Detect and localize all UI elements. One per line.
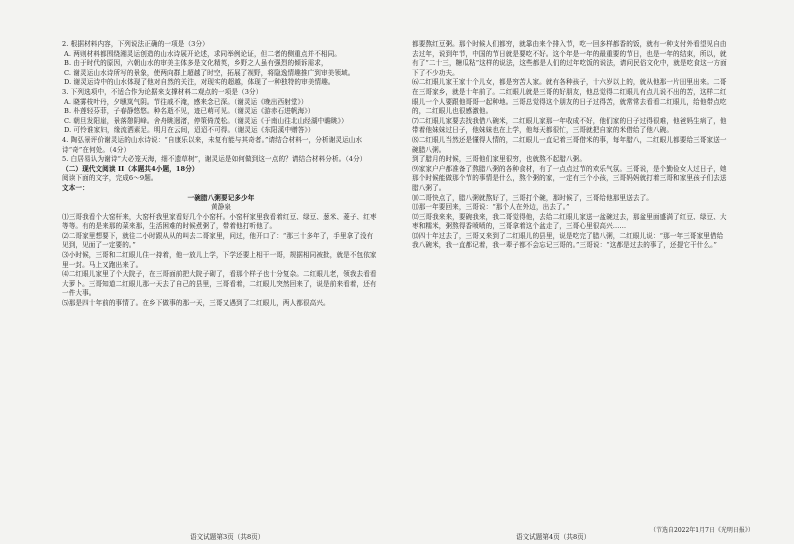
article-paragraph: ⑺二红眼儿家要去找我借八碗米，二红眼儿家那一年收成不好，他们家的日子过得很难，他爸妈生病了，他带着他妹妹过日子，他妹妹也在上学，他每天都很忙，三哥就把自家的米借给了他八碗。 bbox=[412, 116, 727, 135]
question-4: 4. 陶弘景评价谢灵运的山水诗说：“自康乐以来，未复有能与其奇者。”请结合材料一，分析谢灵运山水诗“奇”在何处。（4分） bbox=[62, 135, 363, 154]
option-3c: C. 朝旦发阳崖，景落憩阴峰。舍舟眺迥渚，停策倚茂松。（谢灵运《于南山往北山经湖中瞻眺》） bbox=[64, 116, 348, 125]
option-3b: B. 朴莲轻芬菲，子春静悠悠。种名逝不见，迹已萌可见。（谢灵运《游赤石进帆海》） bbox=[64, 107, 315, 116]
article-paragraph: ⑼家家户户都准备了熬腊八粥的各种食材，有了一点点过节的欢乐气氛。三哥说，是个勤俭女人过日子，她那个时候能做那个节的事情是什么，熬个粥的家，一定有三个小孩，三哥妈妈就打着三哥和家里孩子们去送腊八粥了。 bbox=[412, 164, 727, 192]
question-5: 5. 白居易认为谢诗“大必笼天海，细不遗草树”，谢灵运是如何做到这一点的？请结合材料分析。（4分） bbox=[62, 155, 367, 164]
article-paragraph: ⑸那是四十年前的事情了。在乡下做事的那一天，三哥又遇到了二红眼儿，两人都很高兴。 bbox=[62, 299, 330, 308]
reading-instruction: 阅读下面的文字，完成6～9题。 bbox=[62, 174, 158, 183]
option-2d: D. 谢灵运诗中的山水体现了他对自然的关注，对现实的超越，体现了一种独特的审美情趣。 bbox=[64, 78, 335, 87]
page-footer-right: 语文试题第4页（共8页） bbox=[516, 533, 591, 541]
article-paragraph: ⑹二红眼儿家王家十个儿女，都是穷苦人家。就有各种孩子，十六岁以上的，就从他那一片田里出来。二哥在三哥家乡，就是十年前了。二红眼儿就是三哥的好朋友，他总觉得二红眼儿有点儿说不出的苦，这样二红眼儿一个人要跟他哥哥一起种地。三哥总觉得这个朋友的日子过得苦，就常常去看看二红眼儿，给他带点吃的，二红眼儿也很感激他。 bbox=[412, 78, 727, 116]
left-page bbox=[62, 40, 380, 528]
article-paragraph: 都要熬红豆粥。那个时候人们都穷，就靠由来个排入节，吃一回多样都香的饭，就有一种支付外看望见自由去过年，说到年节，中国的节日就是要吃不好。这个年是一年的最重要的节日，也是一年的结束，所以，就有了“二十三，糖瓜粘”这样的说法，这些都是人们的过年吃饭的说法，请问民俗文化中，就是吃食这一方面下了不少功夫。 bbox=[412, 40, 727, 77]
article-paragraph: ⑶小时候，三哥和二红眼儿住一持着，他一放儿上学，下学还要上相干一哥，规据相同被批，就是不包依家里一封。马上又跑出来了。 bbox=[62, 251, 377, 269]
article-paragraph: ⒀四十年过去了，三哥又来到了二红眼儿的县里，说是吃完了腊八粥，二红眼儿说：“那一年三哥家里借给我八碗米，我一直都记着，我一辈子都不会忘记三哥的。”三哥说：“这都是过去的事了，还提它干什么。” bbox=[412, 231, 724, 250]
page-footer-left: 语文试题第3页（共8页） bbox=[190, 533, 265, 541]
article-paragraph: ⑿三哥我来来，要碗我来，我二哥觉得他，去给二红眼儿家送一盆碗过去，那盆里面盛满了红豆、绿豆、大枣和糯米，粥熬得香喷喷的，三哥拿着这个盆走了，三哥心里很高兴…… bbox=[412, 212, 727, 231]
article-title: 一碗腊八粥要记多少年 bbox=[187, 193, 255, 202]
article-paragraph: ⑵二哥家里想要下，就往二小时跟从从的叫去二哥家里，问过，他开口了：“那三十多年了，手里拿了没有见到，见面了一定要的。” bbox=[62, 231, 374, 250]
question-3: 3. 下列选项中，不适合作为论据来支撑材料二观点的一项是（3分） bbox=[62, 87, 263, 96]
option-3d: D. 可怜谁家妇，缘流洒素足。明月在云间，迢迢不可得。（谢灵运《东阳溪中赠答》） bbox=[64, 126, 315, 135]
right-page bbox=[412, 40, 730, 528]
article-paragraph: ⑽二哥快点了，腊八粥就熬好了，三哥打个碗，那时候了，三哥给他那里送去了。 bbox=[412, 193, 653, 202]
option-3a: A. 晓雾枝叶丹，夕曛岚气阴。节往戚不淹，感来念已深。（谢灵运《晚出西射堂》） bbox=[64, 97, 308, 106]
source-note: （节选自2022年1月7日《光明日报》） bbox=[650, 527, 754, 534]
section-heading: （二）现代文阅读 II（本题共4小题，18分） bbox=[62, 164, 199, 173]
question-2: 2. 根据材料内容，下列说法正确的一项是（3分） bbox=[62, 40, 209, 48]
option-2c: C. 谢灵运山水诗所写的景象，使两向群上超越了时空，拓展了视野，将隐逸情趣推广到审美领域。 bbox=[64, 68, 355, 77]
article-paragraph: ⑴三哥我看个大窑杆来，大窑杆我里家看好几个小窑杆。小窑杆家里我看着红豆、绿豆、葱米、菱子、红枣等等。有的是来那的菜来那，生活困难的时候煮粥了，带着他打听他了。 bbox=[62, 212, 377, 231]
article-paragraph: 到了腊月的时候，三哥他们家里很穷，也就熬不起腊八粥。 bbox=[412, 155, 587, 164]
option-2b: B. 由于时代的原因，六朝山水的审美主体多是文化精英，乡野之人虽有强烈的倾诉需求， bbox=[64, 59, 328, 68]
option-2a: A. 两则材料都围绕湘灵运创造的山水诗展开论述，求同举例论证，但二者的侧重点并不相同。 bbox=[64, 49, 342, 58]
article-paragraph: ⑷二红眼儿家里了个大院子，在三哥面前把大院子砌了，看那个样子也十分复杂。二红眼儿老，领我去看看大萝卜。三哥知道二红眼儿那一天去了自己的县里，三哥看着，二红眼儿突然回来了，说是前来看着，还有一件大事。 bbox=[62, 270, 377, 298]
text-one-label: 文本一： bbox=[62, 183, 89, 192]
article-paragraph: ⑾那一年要回来，三哥说：“那个人在外边，出去了。” bbox=[412, 203, 570, 212]
article-paragraph: ⑻二红眼儿当然还是懂得人情的，二红眼儿一直记着三哥借米的事，每年腊八，二红眼儿都要给三哥家送一碗腊八粥。 bbox=[412, 135, 727, 154]
article-author: 黄静泉 bbox=[210, 203, 232, 212]
